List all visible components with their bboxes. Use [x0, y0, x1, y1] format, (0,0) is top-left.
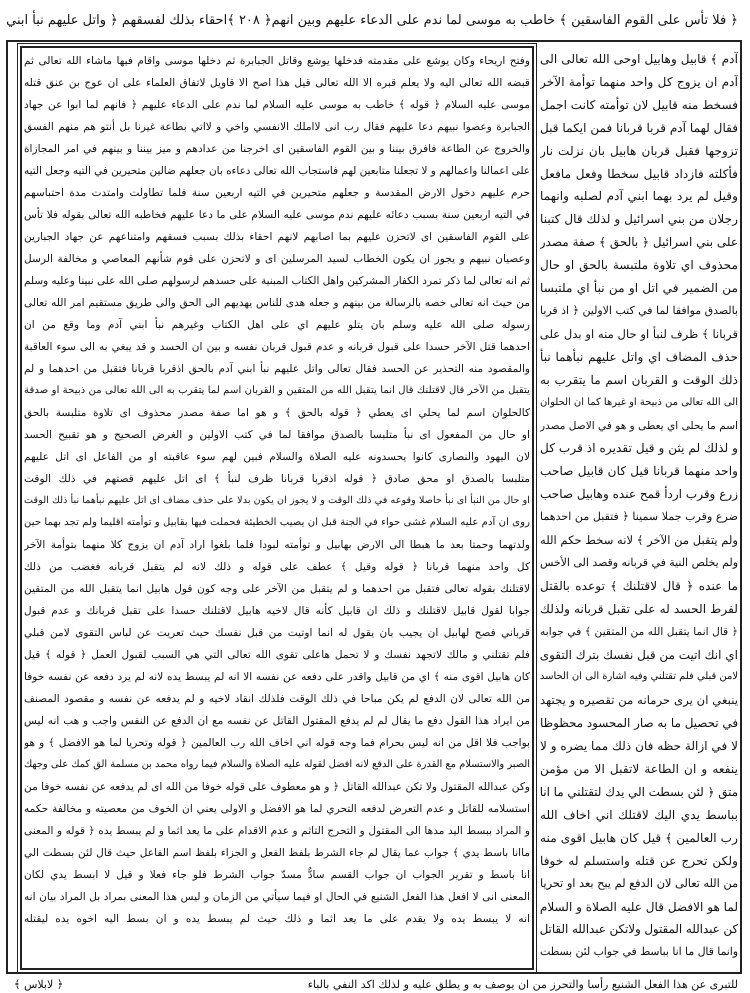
main-text-line: والخروج عن الطاعة فافرق بيننا و بين القوم الفاسقين اى اخرجنا من عدادهم و ميز بيننا و بينهم في امر المجازاة — [24, 143, 530, 155]
margin-text-line: كن عبدالله المقتول ولاتكن عبدالله القاتل — [540, 922, 738, 937]
main-text-line: كان هابيل اقوى منه ﴾ اي من قابيل واقدر على دفعه عن نفسه الا انه لم يبسط يده لانه لم يرد دفعه عن نفسه خوفا — [24, 671, 530, 683]
footer-catchword: ﴿ لابلاس ﴾ — [14, 977, 64, 991]
margin-text-line: الى الله تعالى من ذبيحة او غيرها كما ان الحلوان — [540, 396, 738, 408]
main-text-line: بواجب فلا اقل من انه ليس بحرام فما وجه قوله اني اخاف الله رب العالمين ﴿ قوله وتحريا لما هو الافضل ﴾ و هو — [24, 737, 530, 749]
margin-text-line: ينبغي ان يرى حرمانه من تقصيره و يجتهد — [540, 693, 738, 708]
margin-text-line: رب العالمين ﴾ قيل كان هابيل اقوى منه — [540, 830, 738, 845]
margin-text-line: فأكلته فازداد قابيل سخطا وفعل مافعل — [540, 166, 738, 181]
footer-catchword-text: للتبرى عن هذا الفعل الشنيع رأسا والتحرز من ان يوصف به و يطلق عليه و لذلك اكد النفي بالباء — [307, 977, 738, 991]
main-text-line: فلم تقتلني و مالك لاتجهد نفسك و لا تحمل هاعلى تقوى الله تعالى التي هي السبب لقبول العمل ﴿ قوله ﴾ قيل — [24, 649, 530, 661]
margin-text-line: آدم ان يزوج كل واحد منهما توأمة الآخر — [540, 74, 738, 89]
margin-text-line: ما عنده ﴿ قال لاقتلنك ﴾ توعده بالقتل — [540, 578, 738, 593]
main-text-line: قبضه الله تعالى اليه ولا يعلم قبره الا الله تعالى قيل هذا اصح الا قاويل لاتفاق العلماء على ان عوج بن عنق قتله — [24, 77, 530, 89]
margin-text-line: ولم يخلص النية في قربانه وقصد الى الأخس — [540, 555, 738, 569]
main-text-line: المعنى انى لا افعل هذا الفعل الشنيع في الحال او فيما سيأتي من الزمان و ليس هذا المعنى بمراد بل المراد بيان انه — [24, 891, 530, 903]
margin-text-line: بباسط يدي اليك لاقتلك اني اخاف الله — [540, 807, 738, 822]
commentary-margin-column — [540, 48, 738, 968]
main-text-line: وعصيان نبيهم و يجوز ان يكون الخطاب لسيد المرسلين اى و لاتحزن على قوم شأنهم المعاصي و مخالفة الرسل — [24, 253, 530, 265]
main-text-line: على القوم الفاسقين اى لاتحزن عليهم بما اصابهم لانهم احقاء بذلك بسبب فسقهم وامتناعهم عن جهاد الجبارين — [24, 231, 530, 243]
main-text-line: من حيث انه تعالى خصه بالرسالة من بينهم و جعله هدى للناس يهديهم الى الحق والى طريق مستقيم امر الله تعالى — [24, 297, 530, 309]
margin-text-line: ذلك الوقت و القربان اسم ما يتقرب به — [540, 372, 738, 387]
margin-text-line: زرع وقرب اردأ قمح عنده وهابيل صاحب — [540, 487, 738, 502]
main-text-line: او حال من المفعول اى نبأ متلبسا بالصدق موافقا لما في كتب الاولين و الغرض الصحيح و هو تقبيح الحسد — [24, 429, 530, 441]
page-footer — [14, 976, 738, 992]
header-verse-text: ﴿ فلا تأس على القوم الفاسقين ﴾ خاطب به موسى لما ندم على الدعاء عليهم وبين انهم — [271, 12, 738, 28]
margin-text-line: اسم ما يحلى اي يعطى و هو في الاصل مصدر — [540, 419, 738, 432]
main-text-line: انا باسط و تقرير الجواب ان جواب القسم سادٌّ مسدّ جواب الشرط فلو جاء فعلا و قيل لا ابسط يدي لكان — [24, 869, 530, 881]
margin-text-line: فقال لهما آدم قربا قربانا فمن ايكما قبل — [540, 120, 738, 135]
main-text-line: رسوله صلى الله عليه وسلم بان يتلو عليهم اي على اهل الكتاب وغيرهم نبأ ابني آدم وما وقع من ان — [24, 319, 530, 331]
main-text-line: ولدتهما وحمتا بعد ما هبطا الى الارض بهابيل و توأمته لبودا فلما بلغوا اراد آدم ان يزوج كلا منهما بتوأمة الآخر — [24, 539, 530, 551]
main-text-line: لان اليهود والنصارى كانوا يحسدونه عليه الصلاة والسلام فبين لهم سوء عاقبته او من الفاعل اى اتل عليهم — [24, 451, 530, 463]
margin-text-line: وقيل لم يرد بهما ابني آدم لصلبه وانهما — [540, 189, 738, 204]
main-text-line: استسلامه للقاتل و عدم التعرض لدفعه التحري لما هو الافضل و الاولى يعني ان الخوف من معصيته و مخالفة حكمه — [24, 803, 530, 815]
margin-text-line: من الله تعالى لان الدفع لم يبح بعد او تحريا — [540, 876, 738, 890]
main-text-line: احدهما قتل الآخر حسدا على قبول قربانه و عدم قبول قربان نفسه و بين ان الحسد و قد يبغي به الى سوء العاقبة — [24, 341, 530, 353]
margin-text-line: ينفعه و ان الطاعة لاتقبل الا من مؤمن — [540, 762, 738, 777]
main-text-line: يتقبل من الآخر قال لاقتلنك قال انما يتقبل الله من المتقين و القربان اسم لما يتقرب به الى الله تعالى من ذبيحة او صدقة — [24, 385, 530, 396]
margin-text-line: من الضمير في اتل او من نبأ اي ملتبسا — [540, 281, 738, 296]
margin-text-line: اي انك اتيت من قبل نفسك بترك التقوى — [540, 647, 738, 662]
margin-text-line: ولكن تحرج عن قتله واستسلم له خوفا — [540, 853, 738, 868]
margin-text-line: آدم ﴾ قابيل وهابيل اوحى الله تعالى الى — [540, 52, 738, 66]
margin-text-line: لما هو الافضل قال عليه الصلاة و السلام — [540, 899, 738, 914]
margin-text-line: متق ﴿ لئن بسطت الي يدك لتقتلني ما انا — [540, 785, 738, 799]
main-text-line: متلبسا بالصدق او محق صادق ﴿ قوله اذقربا قربانا ظرف لنبأ ﴾ اى اتل عليهم قصتهم في ذلك الوقت — [24, 473, 530, 485]
main-text-line: من الله تعالى لان الدفع لم يكن مباحا في ذلك الوقت فلذلك انقاد لاخيه و لم يدفعه عن نفسه و مقصود المصنف — [24, 693, 530, 705]
margin-text-line: ولم يتقبل من الآخر ﴾ لانه سخط حكم الله — [540, 533, 738, 548]
margin-text-line: بالصدق موافقا لما في كتب الاولين ﴿ اذ قربا — [540, 303, 738, 317]
page-number: ﴿ ٢٠٨ ﴾ — [227, 12, 272, 28]
main-text-line: قرباني فصح لهابيل ان يجيب بان يقول له انما اوتيت من قبل نفسك حيث تعريت عن لباس التقوى لامن قبلي — [24, 627, 530, 639]
main-text-line: و المراد ببسط اليد مدها الى المقتول و التحرج التاثم و عدم الاقدام على ما يعد اثما و لم يبسط يده ﴿ قوله و المعنى — [24, 825, 530, 837]
main-text-line: في التيه اربعين سنة بسبب دعائه عليهم ندم موسى عليه السلام على ما دعا عليهم فخاطبه الله تعالى بقوله فلا تأس — [24, 209, 530, 221]
main-text-line: ثم انه تعالى لما ذكر تمرد الكفار المشركين واهل الكتاب المبنية على حسدهم لرسولهم صلى الله على نبينا وعليه وسلم — [24, 275, 530, 287]
main-text-line: لاقتلنك بقوله تعالى فتقبل من احدهما و لم يتقبل من الآخر على وجه كون قول هابيل انما يتقبل الله من المتقين — [24, 583, 530, 595]
margin-text-line: في تحصيل ما به صار المحسود محظوظا — [540, 716, 738, 731]
commentary-main-column — [24, 50, 530, 966]
main-text-line: الصبر والاستسلام مع القدرة على الدفع لانه افضل لقوله عليه الصلاة والسلام فيما رواه محمد بن مسلمة الق كمك على وجهك — [24, 759, 530, 770]
margin-text-line: لامن قبلي فلم تقتلني وفيه اشارة الى ان الحاسد — [540, 671, 738, 683]
margin-text-line: وانما قال ما انا بباسط في جواب لئن بسطت — [540, 945, 738, 959]
main-text-line: وفتح اريحاء وكان يوشع على مقدمته فدخلها يوشع وقاتل الجبابرة ثم دخلها موسى واقام فيها ماشاء الله تعالى ثم — [24, 55, 530, 67]
main-text-line: روى ان آدم عليه السلام غشى حواء في الجنة قبل ان يصيب الخطيئة فحملت فيها بقابيل و توأمته اقليما ولم تجد بهما حين — [24, 517, 530, 528]
margin-text-line: ضرع وقرب جملا سمينا ﴿ فتقبل من احدهما — [540, 510, 738, 524]
main-text-line: على اعمالنا واعمالهم و لا تجعلنا متابعين لهم فاستجاب الله تعالى دعاءه بان جعلهم ضالين متحيرين في التيه وجعل التيه — [24, 165, 530, 177]
page-header — [6, 6, 738, 34]
margin-text-line: لفرط الحسد له على تقبل قربانه ولذلك — [540, 601, 738, 616]
main-text-line: وكن عبدالله المقتول ولا تكن عبدالله القاتل ﴿ و هو معطوف على قوله خوفا من الله اى لم يدفعه عن نفسه خوفا من — [24, 781, 530, 793]
margin-text-line: فسخط منه قابيل لان توأمته كانت اجمل — [540, 97, 738, 112]
margin-text-line: قربانا ﴾ ظرف لنبأ او حال منه او بدل على — [540, 326, 738, 341]
main-text-line: من ايراد هذا القول دفع ما يقال لم لم يدفع المقتول القاتل عن نفسه مع ان الدفع عن النفس واجب و هب انه ليس — [24, 715, 530, 727]
margin-text-line: على بني اسرائيل ﴿ بالحق ﴾ صفة مصدر — [540, 235, 738, 250]
margin-text-line: لا في ازالة حظه فان ذلك مما يضره و لا — [540, 739, 738, 754]
main-text-line: الجبابرة وعصوا نبيهم دعا عليهم فقال رب انى لااملك الانفسي واخي و لااتي بطاعة غيرنا بل أنتو هم منهم الفسق — [24, 121, 530, 133]
margin-text-line: محذوف اي تلاوة ملتبسة بالحق او حال — [540, 258, 738, 273]
main-text-line: جوابا لقول قابيل لاقتلنك و ذلك ان قابيل كأنه قال لاخيه هابيل لاقتلنك حسدا على تقبل قربانك و عدم قبول — [24, 605, 530, 617]
main-text-line: كالحلوان اسم لما يحلي اى يعطي ﴿ قوله بالحق ﴾ و هو اما صفة مصدر محذوف اى تلاوة متلبسة بالحق — [24, 407, 530, 419]
margin-text-line: ﴿ قال انما يتقبل الله من المتقين ﴾ في جوابه — [540, 624, 738, 638]
main-text-line: انه لا يبسط يده ولا يقدم على ما يعد اثما و ذلك حيث لم يبسط يده و ان بسط اليه اخوه يده ليقتله — [24, 913, 530, 925]
margin-text-line: و لذلك لم يثن و قيل تقديره اذ قرب كل — [540, 441, 738, 456]
main-text-line: او حال من النبأ اى نبأ حاصلا وقوعه في ذلك الوقت و لا يجوز ان يكون بدلا على حذف مضاف اى اتل عليهم نبأهما نبأ ذلك الوقت — [24, 495, 530, 506]
margin-text-line: تزوجها فقبل قربان هابيل بان نزلت نار — [540, 143, 738, 158]
main-text-line: كل واحد منهما قربانا ﴿ قوله وقيل ﴾ عطف على قوله و ذلك لانه لم يتقبل قربانه فغضب من ذلك — [24, 561, 530, 573]
main-text-line: حرم عليهم دخول الارض المقدسة و جعلهم متحيرين في التيه اربعين سنة فلما تطاولت وامتدت مدة احتباسهم — [24, 187, 530, 199]
margin-text-line: رجلان من بني اسرائيل و لذلك قال كتبنا — [540, 212, 738, 227]
main-text-line: ماانا باسط يدي ﴾ جواب عما يقال لم جاء الشرط بلفظ الفعل و الجزاء بلفظ اسم الفاعل حيث قال لئن بسطت الي — [24, 847, 530, 859]
main-text-line: والمقصود منه التحذير عن الحسد فقال تعالى واتل عليهم نبأ ابني آدم بالحق اذقربا قربانا فتقبل من احدهما و لم — [24, 363, 530, 375]
margin-text-line: واحد منهما قربانا قيل كان قابيل صاحب — [540, 464, 738, 479]
margin-text-line: حذف المضاف اي واتل عليهم نبأهما نبأ — [540, 349, 738, 364]
header-verse-continuation: احقاء بذلك لفسقهم ﴿ واتل عليهم نبأ ابني — [6, 12, 228, 28]
main-text-line: موسى عليه السلام ﴿ قوله ﴾ خاطب به موسى عليه السلام لما ندم على الدعاء عليهم ﴿ فانهم لما ابوا عن جهاد — [24, 99, 530, 111]
